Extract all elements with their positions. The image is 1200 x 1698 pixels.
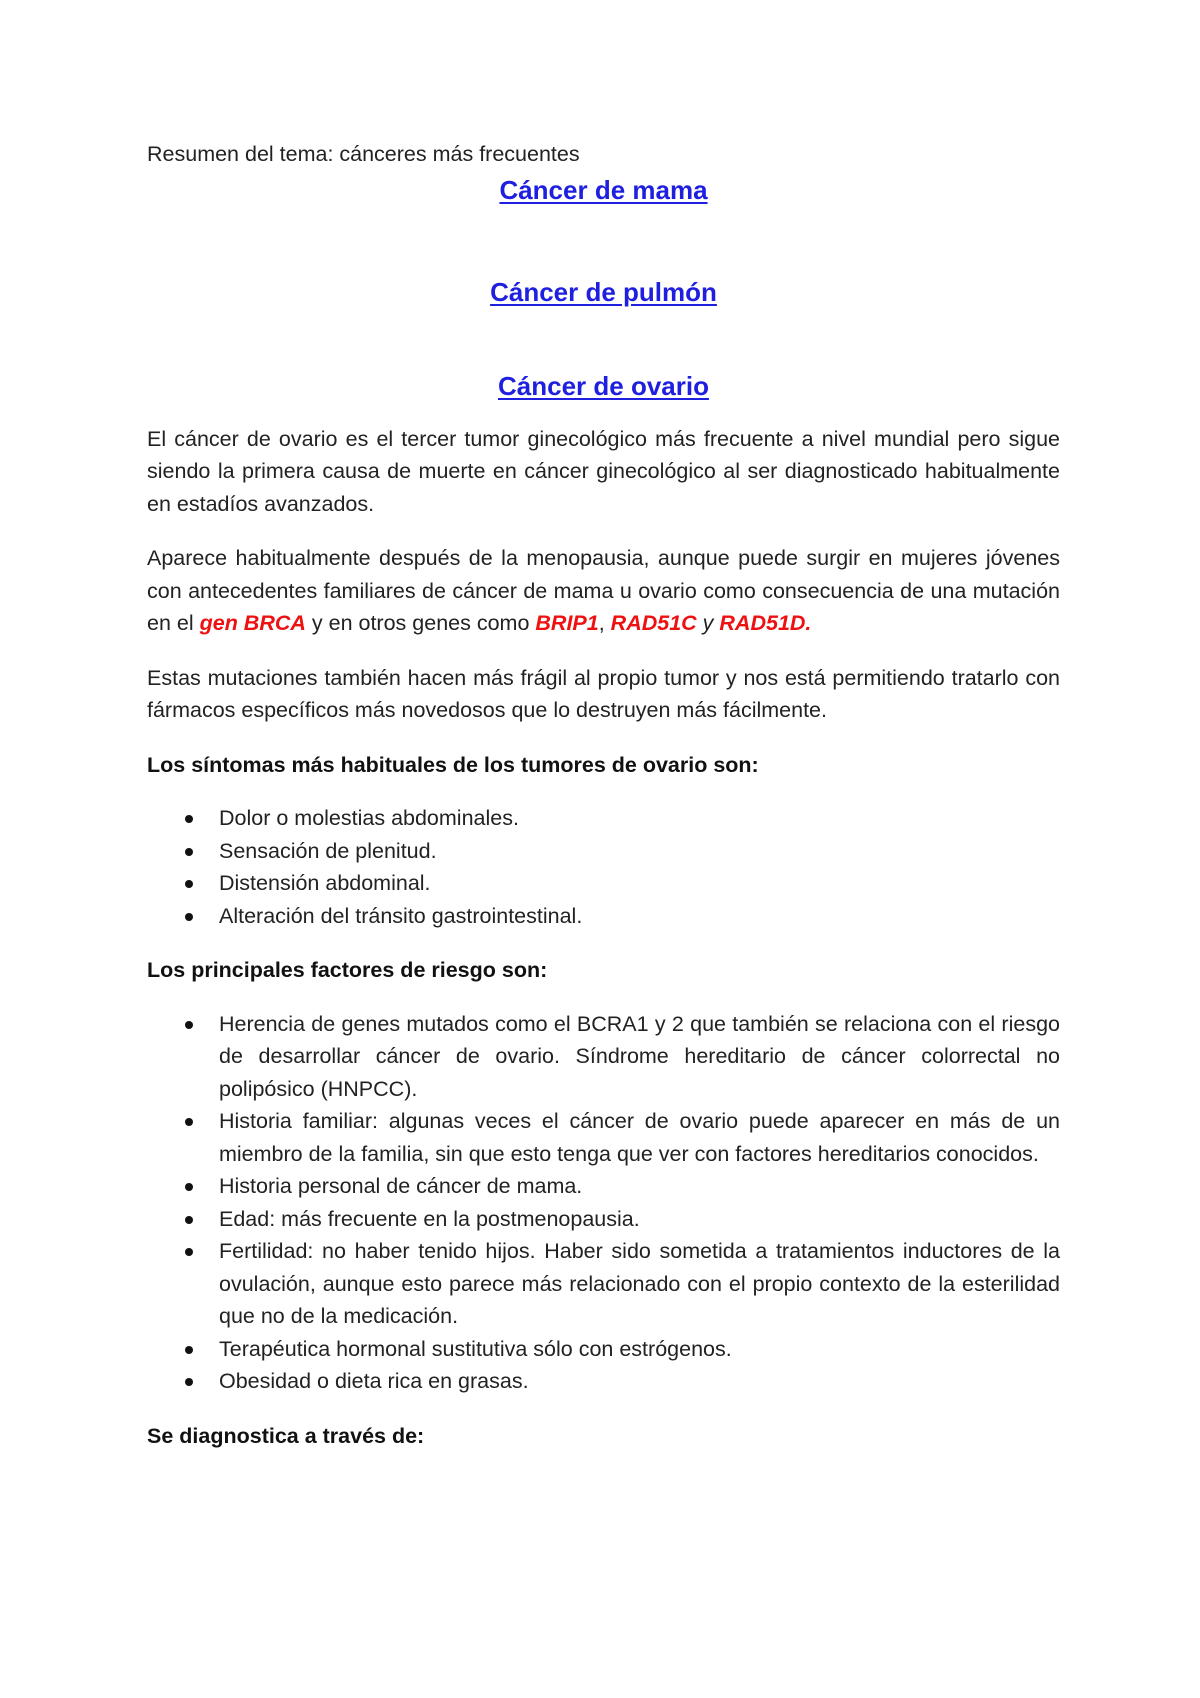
list-item xyxy=(147,1203,1060,1236)
paragraph-genes-text-3: , xyxy=(598,611,611,635)
bullet-icon xyxy=(185,1378,193,1386)
bullet-icon xyxy=(185,1183,193,1191)
link-cancer-de-pulmon[interactable]: Cáncer de pulmón xyxy=(490,276,717,307)
list-item xyxy=(147,900,1060,933)
link-cancer-de-ovario[interactable]: Cáncer de ovario xyxy=(498,370,709,401)
list-item xyxy=(147,1333,1060,1366)
gene-rad51c: RAD51C xyxy=(610,611,697,635)
list-item xyxy=(147,1170,1060,1203)
list-item xyxy=(147,802,1060,835)
diagnosis-heading: Se diagnostica a través de: xyxy=(147,1423,425,1448)
list-item-text: Fertilidad: no haber tenido hijos. Haber sido sometida a tratamientos inductores de la ovulación, aunque esto parece más relacionado con el propio contexto de la esterilidad que no de la medicación. xyxy=(219,1239,1060,1328)
list-item-text: Obesidad o dieta rica en grasas. xyxy=(219,1369,529,1393)
bullet-icon xyxy=(185,815,193,823)
document-page xyxy=(147,138,1060,1452)
paragraph-treatment: Estas mutaciones también hacen más frágil al propio tumor y nos está permitiendo tratarlo con fármacos específicos más novedosos que lo destruyen más fácilmente. xyxy=(147,665,1060,722)
list-item xyxy=(147,1008,1060,1106)
bullet-icon xyxy=(185,1021,193,1029)
document-title: Resumen del tema: cánceres más frecuentes xyxy=(147,142,580,166)
list-item-text: Distensión abdominal. xyxy=(219,871,431,895)
list-item-text: Historia personal de cáncer de mama. xyxy=(219,1174,583,1198)
paragraph-genes-text-2: y en otros genes como xyxy=(305,611,536,635)
list-item-text: Historia familiar: algunas veces el cáncer de ovario puede aparecer en más de un miembro de la familia, sin que esto tenga que ver con factores hereditarios conocidos. xyxy=(219,1109,1060,1166)
gene-rad51d: RAD51D. xyxy=(719,611,812,635)
paragraph-genes-text-1: Aparece habitualmente después de la menopausia, aunque puede surgir en mujeres jóvenes con antecedentes familiares de cáncer de mama u ovario como consecuencia de una mutación en el xyxy=(147,546,1060,635)
link-cancer-de-mama[interactable]: Cáncer de mama xyxy=(499,174,708,205)
risk-factors-heading: Los principales factores de riesgo son: xyxy=(147,958,548,982)
bullet-icon xyxy=(185,848,193,856)
paragraph-genes xyxy=(147,542,1060,640)
bullet-icon xyxy=(185,1248,193,1256)
bullet-icon xyxy=(185,880,193,888)
list-item xyxy=(147,1105,1060,1170)
symptoms-heading: Los síntomas más habituales de los tumores de ovario son: xyxy=(147,752,759,777)
symptoms-list xyxy=(147,802,1060,932)
paragraph-intro: El cáncer de ovario es el tercer tumor ginecológico más frecuente a nivel mundial pero sigue siendo la primera causa de muerte en cáncer ginecológico al ser diagnosticado habitualmente en estadíos avanzados. xyxy=(147,426,1060,516)
bullet-icon xyxy=(185,1216,193,1224)
list-item xyxy=(147,835,1060,868)
paragraph-genes-text-4: y xyxy=(696,611,720,635)
list-item xyxy=(147,1235,1060,1333)
list-item-text: Dolor o molestias abdominales. xyxy=(219,806,519,830)
bullet-icon xyxy=(185,1346,193,1354)
list-item-text: Sensación de plenitud. xyxy=(219,838,437,863)
list-item xyxy=(147,1365,1060,1398)
list-item xyxy=(147,867,1060,900)
list-item-text: Terapéutica hormonal sustitutiva sólo con estrógenos. xyxy=(219,1336,732,1361)
gene-brip1: BRIP1 xyxy=(535,611,599,635)
bullet-icon xyxy=(185,913,193,921)
list-item-text: Edad: más frecuente en la postmenopausia. xyxy=(219,1206,640,1231)
list-item-text: Alteración del tránsito gastrointestinal. xyxy=(219,903,583,928)
risk-factors-list xyxy=(147,1008,1060,1398)
gene-brca: gen BRCA xyxy=(199,611,306,635)
list-item-text: Herencia de genes mutados como el BCRA1 y 2 que también se relaciona con el riesgo de desarrollar cáncer de ovario. Síndrome hereditario de cáncer colorrectal no polipósico (HNPCC). xyxy=(219,1011,1060,1101)
bullet-icon xyxy=(185,1118,193,1126)
